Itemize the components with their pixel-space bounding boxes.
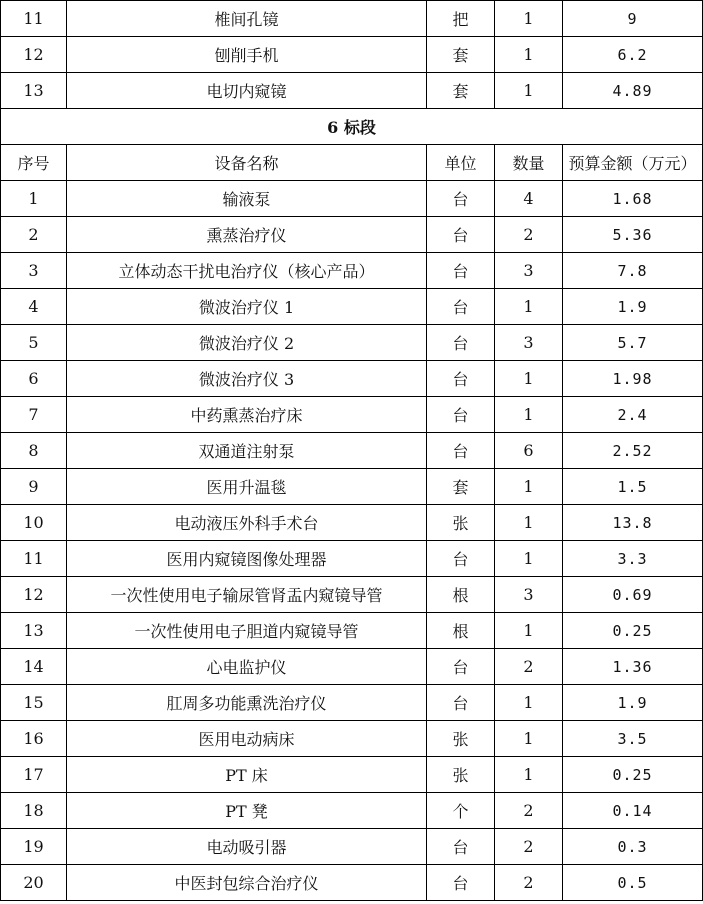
cell-qty: 1 <box>495 505 563 541</box>
cell-seq: 10 <box>1 505 67 541</box>
cell-unit: 张 <box>427 757 495 793</box>
cell-budget: 2.4 <box>563 397 703 433</box>
header-seq: 序号 <box>1 145 67 181</box>
cell-qty: 2 <box>495 217 563 253</box>
cell-budget: 5.7 <box>563 325 703 361</box>
cell-seq: 14 <box>1 649 67 685</box>
cell-unit: 个 <box>427 793 495 829</box>
cell-name: 微波治疗仪 2 <box>67 325 427 361</box>
table-row <box>1 181 703 217</box>
table-row <box>1 793 703 829</box>
cell-qty: 1 <box>495 613 563 649</box>
cell-seq: 18 <box>1 793 67 829</box>
cell-name: 肛周多功能熏洗治疗仪 <box>67 685 427 721</box>
cell-seq: 13 <box>1 73 67 109</box>
cell-seq: 17 <box>1 757 67 793</box>
cell-qty: 1 <box>495 37 563 73</box>
section-title: 6 标段 <box>1 109 703 145</box>
cell-seq: 7 <box>1 397 67 433</box>
table-row <box>1 217 703 253</box>
table-row <box>1 253 703 289</box>
cell-unit: 张 <box>427 505 495 541</box>
cell-qty: 2 <box>495 829 563 865</box>
cell-seq: 12 <box>1 577 67 613</box>
cell-budget: 1.9 <box>563 685 703 721</box>
cell-budget: 1.98 <box>563 361 703 397</box>
cell-qty: 3 <box>495 325 563 361</box>
cell-seq: 1 <box>1 181 67 217</box>
cell-name: 医用升温毯 <box>67 469 427 505</box>
cell-unit: 台 <box>427 181 495 217</box>
cell-unit: 张 <box>427 721 495 757</box>
cell-qty: 6 <box>495 433 563 469</box>
cell-seq: 15 <box>1 685 67 721</box>
cell-qty: 2 <box>495 649 563 685</box>
cell-unit: 套 <box>427 73 495 109</box>
cell-qty: 1 <box>495 73 563 109</box>
section-title-row <box>1 109 703 145</box>
cell-qty: 1 <box>495 721 563 757</box>
cell-budget: 4.89 <box>563 73 703 109</box>
header-unit: 单位 <box>427 145 495 181</box>
cell-qty: 1 <box>495 469 563 505</box>
cell-budget: 0.3 <box>563 829 703 865</box>
cell-seq: 13 <box>1 613 67 649</box>
cell-unit: 台 <box>427 829 495 865</box>
cell-unit: 根 <box>427 577 495 613</box>
cell-qty: 1 <box>495 541 563 577</box>
cell-seq: 19 <box>1 829 67 865</box>
cell-seq: 11 <box>1 1 67 37</box>
cell-seq: 4 <box>1 289 67 325</box>
cell-qty: 2 <box>495 865 563 901</box>
table-row <box>1 685 703 721</box>
cell-unit: 套 <box>427 469 495 505</box>
table-row <box>1 757 703 793</box>
cell-budget: 1.36 <box>563 649 703 685</box>
header-row <box>1 145 703 181</box>
cell-qty: 1 <box>495 685 563 721</box>
table-row <box>1 469 703 505</box>
cell-name: 心电监护仪 <box>67 649 427 685</box>
cell-name: 电切内窥镜 <box>67 73 427 109</box>
cell-unit: 台 <box>427 649 495 685</box>
header-qty: 数量 <box>495 145 563 181</box>
cell-unit: 台 <box>427 217 495 253</box>
cell-name: 双通道注射泵 <box>67 433 427 469</box>
cell-name: 立体动态干扰电治疗仪（核心产品） <box>67 253 427 289</box>
table-row <box>1 433 703 469</box>
cell-qty: 1 <box>495 757 563 793</box>
table-row <box>1 325 703 361</box>
cell-qty: 1 <box>495 1 563 37</box>
cell-name: 医用电动病床 <box>67 721 427 757</box>
cell-name: 输液泵 <box>67 181 427 217</box>
cell-budget: 13.8 <box>563 505 703 541</box>
table-row <box>1 649 703 685</box>
table-row <box>1 289 703 325</box>
cell-name: 一次性使用电子胆道内窥镜导管 <box>67 613 427 649</box>
cell-budget: 5.36 <box>563 217 703 253</box>
cell-budget: 0.25 <box>563 613 703 649</box>
cell-qty: 2 <box>495 793 563 829</box>
cell-budget: 2.52 <box>563 433 703 469</box>
cell-seq: 6 <box>1 361 67 397</box>
cell-unit: 台 <box>427 685 495 721</box>
table-row <box>1 397 703 433</box>
cell-name: 微波治疗仪 3 <box>67 361 427 397</box>
cell-qty: 1 <box>495 361 563 397</box>
cell-budget: 6.2 <box>563 37 703 73</box>
cell-budget: 9 <box>563 1 703 37</box>
cell-seq: 2 <box>1 217 67 253</box>
cell-unit: 台 <box>427 433 495 469</box>
cell-qty: 1 <box>495 397 563 433</box>
table-row <box>1 541 703 577</box>
cell-name: PT 凳 <box>67 793 427 829</box>
table-row <box>1 613 703 649</box>
cell-unit: 把 <box>427 1 495 37</box>
cell-unit: 台 <box>427 397 495 433</box>
cell-seq: 3 <box>1 253 67 289</box>
cell-seq: 5 <box>1 325 67 361</box>
cell-seq: 9 <box>1 469 67 505</box>
cell-name: 电动吸引器 <box>67 829 427 865</box>
table-row <box>1 829 703 865</box>
cell-budget: 0.5 <box>563 865 703 901</box>
table-row <box>1 1 703 37</box>
cell-name: 中医封包综合治疗仪 <box>67 865 427 901</box>
cell-seq: 11 <box>1 541 67 577</box>
table-row <box>1 577 703 613</box>
table-row <box>1 361 703 397</box>
cell-name: 电动液压外科手术台 <box>67 505 427 541</box>
cell-qty: 1 <box>495 289 563 325</box>
cell-unit: 套 <box>427 37 495 73</box>
cell-seq: 12 <box>1 37 67 73</box>
cell-budget: 1.68 <box>563 181 703 217</box>
cell-unit: 台 <box>427 361 495 397</box>
cell-qty: 4 <box>495 181 563 217</box>
cell-seq: 8 <box>1 433 67 469</box>
cell-budget: 1.5 <box>563 469 703 505</box>
cell-budget: 3.3 <box>563 541 703 577</box>
cell-unit: 根 <box>427 613 495 649</box>
cell-unit: 台 <box>427 865 495 901</box>
cell-name: 微波治疗仪 1 <box>67 289 427 325</box>
cell-seq: 20 <box>1 865 67 901</box>
cell-budget: 0.14 <box>563 793 703 829</box>
cell-unit: 台 <box>427 541 495 577</box>
header-budget: 预算金额（万元） <box>563 145 703 181</box>
cell-name: 刨削手机 <box>67 37 427 73</box>
table-body <box>1 1 703 901</box>
table-row <box>1 37 703 73</box>
cell-unit: 台 <box>427 253 495 289</box>
cell-name: 中药熏蒸治疗床 <box>67 397 427 433</box>
cell-qty: 3 <box>495 577 563 613</box>
cell-budget: 1.9 <box>563 289 703 325</box>
cell-name: 椎间孔镜 <box>67 1 427 37</box>
cell-seq: 16 <box>1 721 67 757</box>
cell-qty: 3 <box>495 253 563 289</box>
cell-name: 熏蒸治疗仪 <box>67 217 427 253</box>
table-row <box>1 73 703 109</box>
cell-budget: 7.8 <box>563 253 703 289</box>
cell-budget: 0.69 <box>563 577 703 613</box>
cell-name: 一次性使用电子输尿管肾盂内窥镜导管 <box>67 577 427 613</box>
table-row <box>1 865 703 901</box>
cell-name: PT 床 <box>67 757 427 793</box>
cell-budget: 0.25 <box>563 757 703 793</box>
cell-budget: 3.5 <box>563 721 703 757</box>
cell-unit: 台 <box>427 289 495 325</box>
header-name: 设备名称 <box>67 145 427 181</box>
cell-name: 医用内窥镜图像处理器 <box>67 541 427 577</box>
cell-unit: 台 <box>427 325 495 361</box>
table-row <box>1 505 703 541</box>
table-row <box>1 721 703 757</box>
